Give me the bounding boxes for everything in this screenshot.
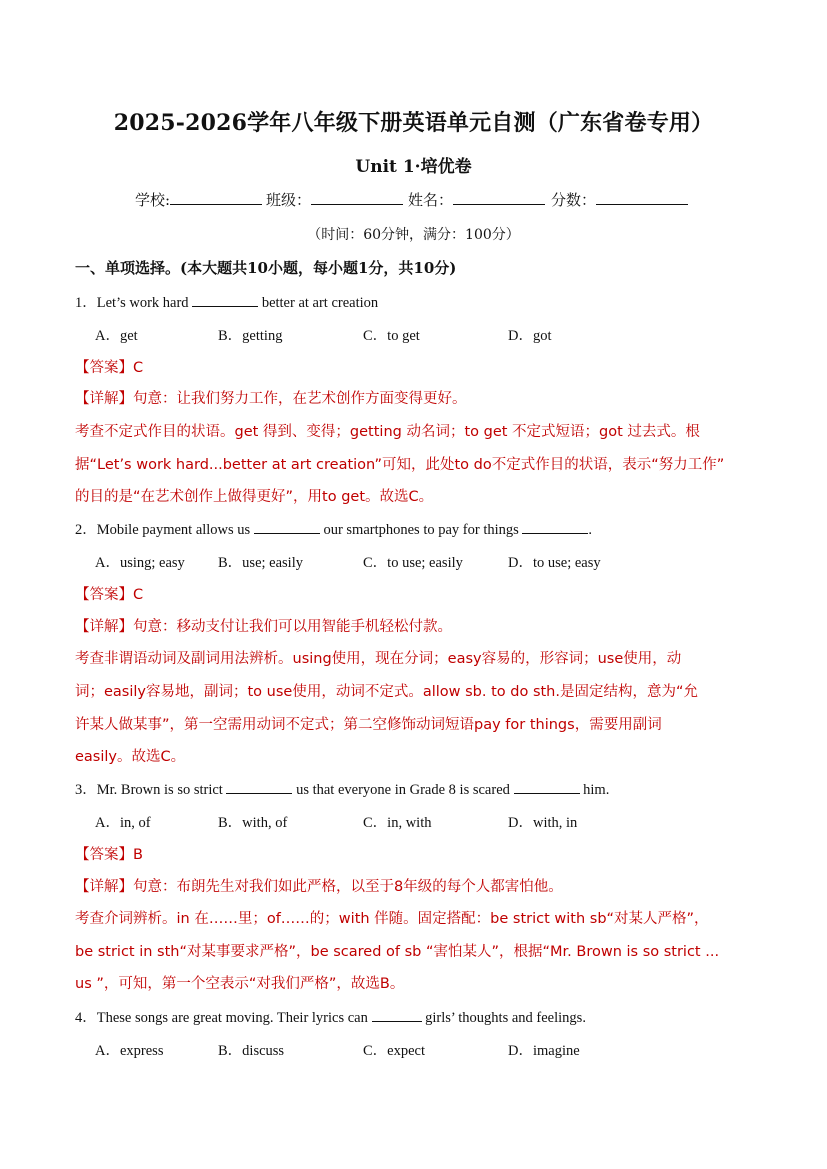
answer-blank: [192, 294, 258, 307]
option-a: A．in, of: [95, 815, 151, 831]
detail-label: 【详解】: [75, 619, 133, 635]
school-field: [135, 189, 262, 210]
detail-line: [75, 875, 563, 896]
detail-line: [75, 387, 467, 408]
question-3: [75, 778, 609, 799]
question-stem: 4．These songs are great moving. Their lyrics can: [75, 1010, 368, 1026]
name-label: 姓名：: [408, 191, 454, 209]
answer-line: [75, 843, 143, 864]
explain-line: 词；easily容易地，副词；to use使用，动词不定式。allow sb. to do sth.是固定结构，意为“允: [75, 684, 698, 700]
option-b: B．use; easily: [218, 555, 303, 571]
option-b: B．with, of: [218, 815, 288, 831]
answer-label: 【答案】: [75, 587, 133, 603]
answer-blank: [522, 521, 588, 534]
option-d: D．with, in: [508, 815, 578, 831]
page-title: 2025-2026学年八年级下册英语单元自测（广东省卷专用）: [113, 110, 714, 136]
school-label: 学校:: [135, 191, 171, 209]
question-stem: him.: [583, 782, 610, 798]
explain-line: be strict in sth“对某事要求严格”，be scared of sb “害怕某人”，根据“Mr. Brown is so strict ...: [75, 944, 720, 960]
class-blank: [311, 190, 403, 205]
name-field: [408, 189, 545, 210]
detail-text: 句意：布朗先生对我们如此严格，以至于8年级的每个人都害怕他。: [133, 879, 563, 895]
question-1: [75, 291, 378, 312]
detail-text: 句意：移动支付让我们可以用智能手机轻松付款。: [133, 619, 452, 635]
question-stem: 2．Mobile payment allows us: [75, 522, 251, 538]
class-field: [266, 189, 403, 210]
explain-line: 许某人做某事”，第一空需用动词不定式；第二空修饰动词短语pay for things，需要用副词: [75, 717, 662, 733]
question-stem: better at art creation: [261, 295, 379, 311]
question-stem: our smartphones to pay for things: [323, 522, 519, 538]
answer-label: 【答案】: [75, 360, 133, 376]
option-b: B．getting: [218, 328, 283, 344]
option-d: D．to use; easy: [508, 555, 601, 571]
explain-line: 考查介词辨析。in 在……里；of……的；with 伴随。固定搭配：be strict with sb“对某人严格”，: [75, 911, 709, 927]
option-c: C．to use; easily: [363, 555, 463, 571]
option-c: C．expect: [363, 1043, 426, 1059]
unit-subtitle: Unit 1·培优卷: [355, 157, 472, 177]
class-label: 班级：: [266, 191, 312, 209]
score-label: 分数：: [551, 191, 597, 209]
question-4: [75, 1006, 586, 1027]
score-blank: [596, 190, 688, 205]
explain-line: 考查非谓语动词及副词用法辨析。using使用，现在分词；easy容易的，形容词；use使用，动: [75, 651, 682, 667]
option-a: A．using; easy: [95, 555, 185, 571]
question-stem: .: [588, 522, 593, 538]
time-info: （时间：60分钟，满分：100分）: [307, 227, 520, 243]
question-2: [75, 518, 592, 539]
option-c: C．in, with: [363, 815, 432, 831]
question-stem: 3．Mr. Brown is so strict: [75, 782, 223, 798]
explain-line: easily。故选C。: [75, 749, 186, 765]
answer-value: C: [133, 587, 144, 603]
answer-line: [75, 583, 143, 604]
answer-blank: [372, 1009, 422, 1022]
name-blank: [453, 190, 545, 205]
detail-label: 【详解】: [75, 879, 133, 895]
explain-line: 的目的是“在艺术创作上做得更好”，用to get。故选C。: [75, 489, 434, 505]
detail-label: 【详解】: [75, 391, 133, 407]
answer-value: B: [133, 847, 143, 863]
option-a: A．express: [95, 1043, 164, 1059]
detail-line: [75, 615, 452, 636]
answer-blank: [226, 781, 292, 794]
answer-label: 【答案】: [75, 847, 133, 863]
answer-blank: [254, 521, 320, 534]
score-field: [551, 189, 688, 210]
detail-text: 句意：让我们努力工作，在艺术创作方面变得更好。: [133, 391, 467, 407]
explain-line: 据“Let’s work hard...better at art creation”可知，此处to do不定式作目的状语，表示“努力工作”: [75, 457, 725, 473]
option-c: C．to get: [363, 328, 420, 344]
question-stem: us that everyone in Grade 8 is scared: [296, 782, 510, 798]
question-stem: girls’ thoughts and feelings.: [425, 1010, 586, 1026]
school-blank: [170, 190, 262, 205]
option-a: A．get: [95, 328, 138, 344]
option-b: B．discuss: [218, 1043, 285, 1059]
option-d: D．got: [508, 328, 552, 344]
answer-blank: [514, 781, 580, 794]
question-stem: 1．Let’s work hard: [75, 295, 189, 311]
explain-line: us ”，可知，第一个空表示“对我们严格”，故选B。: [75, 976, 405, 992]
section-title: 一、单项选择。(本大题共10小题，每小题1分，共10分): [75, 259, 457, 277]
answer-value: C: [133, 360, 144, 376]
answer-line: [75, 356, 143, 377]
explain-line: 考查不定式作目的状语。get 得到、变得；getting 动名词；to get 不定式短语；got 过去式。根: [75, 424, 700, 440]
option-d: D．imagine: [508, 1043, 580, 1059]
